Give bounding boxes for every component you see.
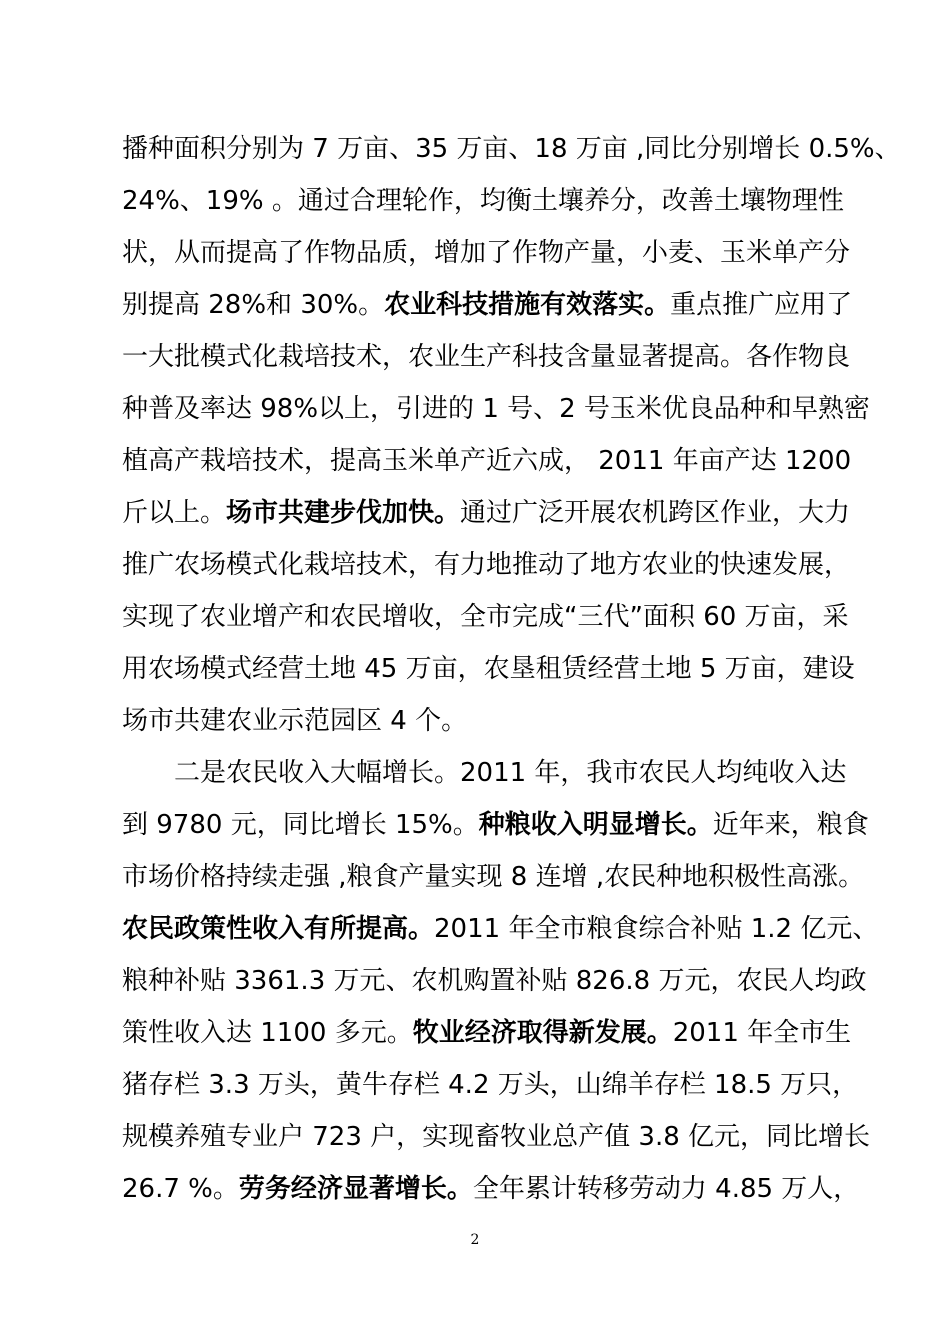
- text-line: [122, 1067, 859, 1103]
- text-segment: 一大批模式化栽培技术，农业生产科技含量显著提高。各作物良: [122, 342, 851, 372]
- text-line: [122, 651, 855, 687]
- text-line: [122, 859, 865, 895]
- text-line: [122, 131, 901, 167]
- paragraph-first-line: [174, 755, 847, 791]
- text-segment: 场市共建农业示范园区 4 个。: [122, 706, 468, 736]
- text-segment: 到 9780 元，同比增长 15%。: [122, 810, 479, 840]
- text-segment: 别提高 28%和 30%。: [122, 290, 385, 320]
- text-segment: 推广农场模式化栽培技术，有力地推动了地方农业的快速发展，: [122, 550, 851, 580]
- text-line: [122, 599, 849, 635]
- text-line: [122, 807, 869, 843]
- text-segment: 2011 年全市生: [672, 1018, 852, 1048]
- text-line: [122, 911, 879, 947]
- text-segment: 植高产栽培技术，提高玉米单产近六成， 2011 年亩产达 1200: [122, 446, 852, 476]
- text-segment: 规模养殖专业户 723 户，实现畜牧业总产值 3.8 亿元，同比增长: [122, 1122, 871, 1152]
- bold-heading-text: 种粮收入明显增长。: [478, 810, 713, 840]
- text-line: [122, 963, 867, 999]
- bold-heading-text: 农业科技措施有效落实。: [384, 290, 671, 320]
- text-segment: 通过广泛开展农机跨区作业，大力: [460, 498, 851, 528]
- text-segment: 策性收入达 1100 多元。: [122, 1018, 413, 1048]
- text-line: [122, 1171, 860, 1207]
- text-segment: 24%、19% 。通过合理轮作，均衡土壤养分，改善土壤物理性: [122, 186, 844, 216]
- bold-heading-text: 牧业经济取得新发展。: [412, 1018, 673, 1048]
- text-line: [122, 235, 851, 271]
- text-line: [122, 287, 853, 323]
- text-line: [122, 547, 851, 583]
- text-segment: 播种面积分别为 7 万亩、35 万亩、18 万亩 ,同比分别增长 0.5%、: [122, 134, 901, 164]
- text-line: [122, 391, 870, 427]
- text-segment: 全年累计转移劳动力 4.85 万人，: [472, 1174, 860, 1204]
- text-segment: 近年来，粮食: [712, 810, 869, 840]
- text-segment: 26.7 %。: [122, 1174, 239, 1204]
- text-line: [122, 443, 852, 479]
- text-segment: 实现了农业增产和农民增收，全市完成“三代”面积 60 万亩，采: [122, 602, 849, 632]
- text-segment: 二是农民收入大幅增长。2011 年，我市农民人均纯收入达: [174, 758, 847, 788]
- text-segment: 状，从而提高了作物品质，增加了作物产量，小麦、玉米单产分: [122, 238, 851, 268]
- text-segment: 重点推广应用了: [670, 290, 853, 320]
- bold-heading-text: 农民政策性收入有所提高。: [122, 914, 435, 944]
- bold-heading-text: 场市共建步伐加快。: [226, 498, 461, 528]
- text-line: [122, 495, 851, 531]
- text-segment: 2011 年全市粮食综合补贴 1.2 亿元、: [434, 914, 879, 944]
- text-segment: 用农场模式经营土地 45 万亩，农垦租赁经营土地 5 万亩，建设: [122, 654, 855, 684]
- text-line: [122, 1119, 871, 1155]
- text-segment: 猪存栏 3.3 万头，黄牛存栏 4.2 万头，山绵羊存栏 18.5 万只，: [122, 1070, 859, 1100]
- text-line: [122, 183, 844, 219]
- text-line: [122, 339, 851, 375]
- text-segment: 市场价格持续走强 ,粮食产量实现 8 连增 ,农民种地积极性高涨。: [122, 862, 865, 892]
- text-segment: 斤以上。: [122, 498, 227, 528]
- bold-heading-text: 劳务经济显著增长。: [238, 1174, 473, 1204]
- page-number: 2: [470, 1232, 480, 1248]
- text-segment: 粮种补贴 3361.3 万元、农机购置补贴 826.8 万元，农民人均政: [122, 966, 867, 996]
- text-line: [122, 1015, 852, 1051]
- text-line: [122, 703, 830, 739]
- text-segment: 种普及率达 98%以上，引进的 1 号、2 号玉米优良品种和早熟密: [122, 394, 870, 424]
